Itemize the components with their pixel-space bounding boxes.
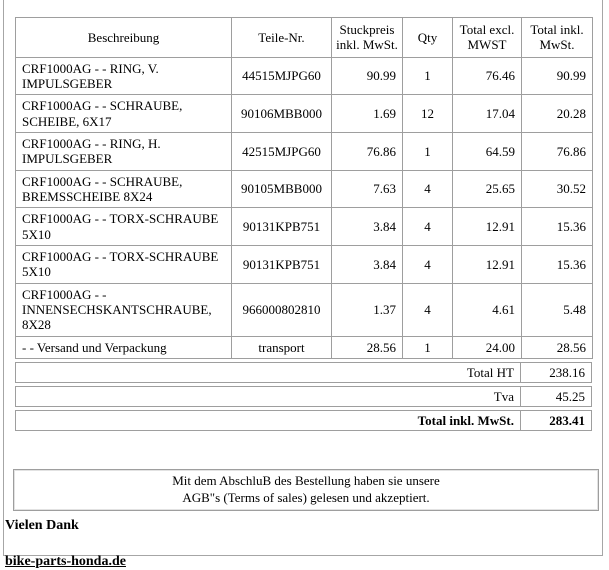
item-qty: 4 [403,208,453,246]
item-total-excl: 64.59 [453,132,522,170]
terms-line-2: AGB"s (Terms of sales) gelesen und akzeptiert. [182,489,430,505]
item-total-excl: 76.46 [453,57,522,95]
totals-label: Total inkl. MwSt. [16,411,521,430]
item-total-incl: 15.36 [522,245,593,283]
table-row [16,170,593,208]
item-part-number: 90131KPB751 [232,208,332,246]
table-row [16,132,593,170]
item-unit-price: 1.37 [332,283,403,336]
item-qty: 1 [403,57,453,95]
item-part-number: 90131KPB751 [232,245,332,283]
terms-box [13,469,599,511]
item-qty: 4 [403,245,453,283]
thanks-text: Vielen Dank [5,517,79,533]
header-description: Beschreibung [16,18,232,58]
totals-section [15,362,592,431]
table-row [16,245,593,283]
item-total-incl: 76.86 [522,132,593,170]
item-part-number: 90106MBB000 [232,95,332,133]
header-total-excl: Total excl. MWST [453,18,522,58]
header-total-incl: Total inkl. MwSt. [522,18,593,58]
item-description: CRF1000AG - - SCHRAUBE, SCHEIBE, 6X17 [16,95,232,133]
header-part-number: Teile-Nr. [232,18,332,58]
totals-label: Tva [16,387,521,406]
item-unit-price: 1.69 [332,95,403,133]
item-total-incl: 30.52 [522,170,593,208]
item-qty: 12 [403,95,453,133]
item-total-excl: 24.00 [453,336,522,358]
item-description: - - Versand und Verpackung [16,336,232,358]
totals-value: 283.41 [549,412,585,428]
item-description: CRF1000AG - - TORX-SCHRAUBE 5X10 [16,245,232,283]
item-part-number: transport [232,336,332,358]
item-description: CRF1000AG - - RING, H. IMPULSGEBER [16,132,232,170]
totals-value: 45.25 [555,388,585,404]
item-qty: 1 [403,336,453,358]
item-unit-price: 3.84 [332,245,403,283]
item-unit-price: 28.56 [332,336,403,358]
items-body [16,57,593,358]
table-row [16,336,593,358]
site-link[interactable]: bike-parts-honda.de [5,553,126,569]
item-unit-price: 3.84 [332,208,403,246]
header-unit-price: Stuckpreis inkl. MwSt. [332,18,403,58]
order-summary-document [3,0,603,569]
item-unit-price: 7.63 [332,170,403,208]
terms-line-1: Mit dem AbschluB des Bestellung haben sie unsere [172,472,440,488]
item-total-incl: 15.36 [522,208,593,246]
table-row [16,208,593,246]
item-qty: 1 [403,132,453,170]
table-header [16,18,593,58]
item-part-number: 90105MBB000 [232,170,332,208]
item-total-excl: 25.65 [453,170,522,208]
totals-label: Total HT [16,363,521,382]
item-total-excl: 12.91 [453,208,522,246]
table-row [16,283,593,336]
item-total-excl: 12.91 [453,245,522,283]
item-part-number: 44515MJPG60 [232,57,332,95]
item-total-excl: 4.61 [453,283,522,336]
table-row [16,57,593,95]
item-total-incl: 28.56 [522,336,593,358]
table-row [16,95,593,133]
item-total-incl: 20.28 [522,95,593,133]
totals-row [15,386,592,407]
item-total-excl: 17.04 [453,95,522,133]
item-description: CRF1000AG - - SCHRAUBE, BREMSSCHEIBE 8X24 [16,170,232,208]
totals-row [15,362,592,383]
item-qty: 4 [403,283,453,336]
header-qty: Qty [403,18,453,58]
item-unit-price: 90.99 [332,57,403,95]
item-total-incl: 90.99 [522,57,593,95]
item-qty: 4 [403,170,453,208]
item-description: CRF1000AG - - TORX-SCHRAUBE 5X10 [16,208,232,246]
order-items-table [15,17,593,359]
item-unit-price: 76.86 [332,132,403,170]
item-description: CRF1000AG - - RING, V. IMPULSGEBER [16,57,232,95]
totals-value: 238.16 [549,364,585,380]
item-description: CRF1000AG - - INNENSECHSKANTSCHRAUBE, 8X28 [16,283,232,336]
item-total-incl: 5.48 [522,283,593,336]
item-part-number: 966000802810 [232,283,332,336]
totals-row [15,410,592,431]
item-part-number: 42515MJPG60 [232,132,332,170]
